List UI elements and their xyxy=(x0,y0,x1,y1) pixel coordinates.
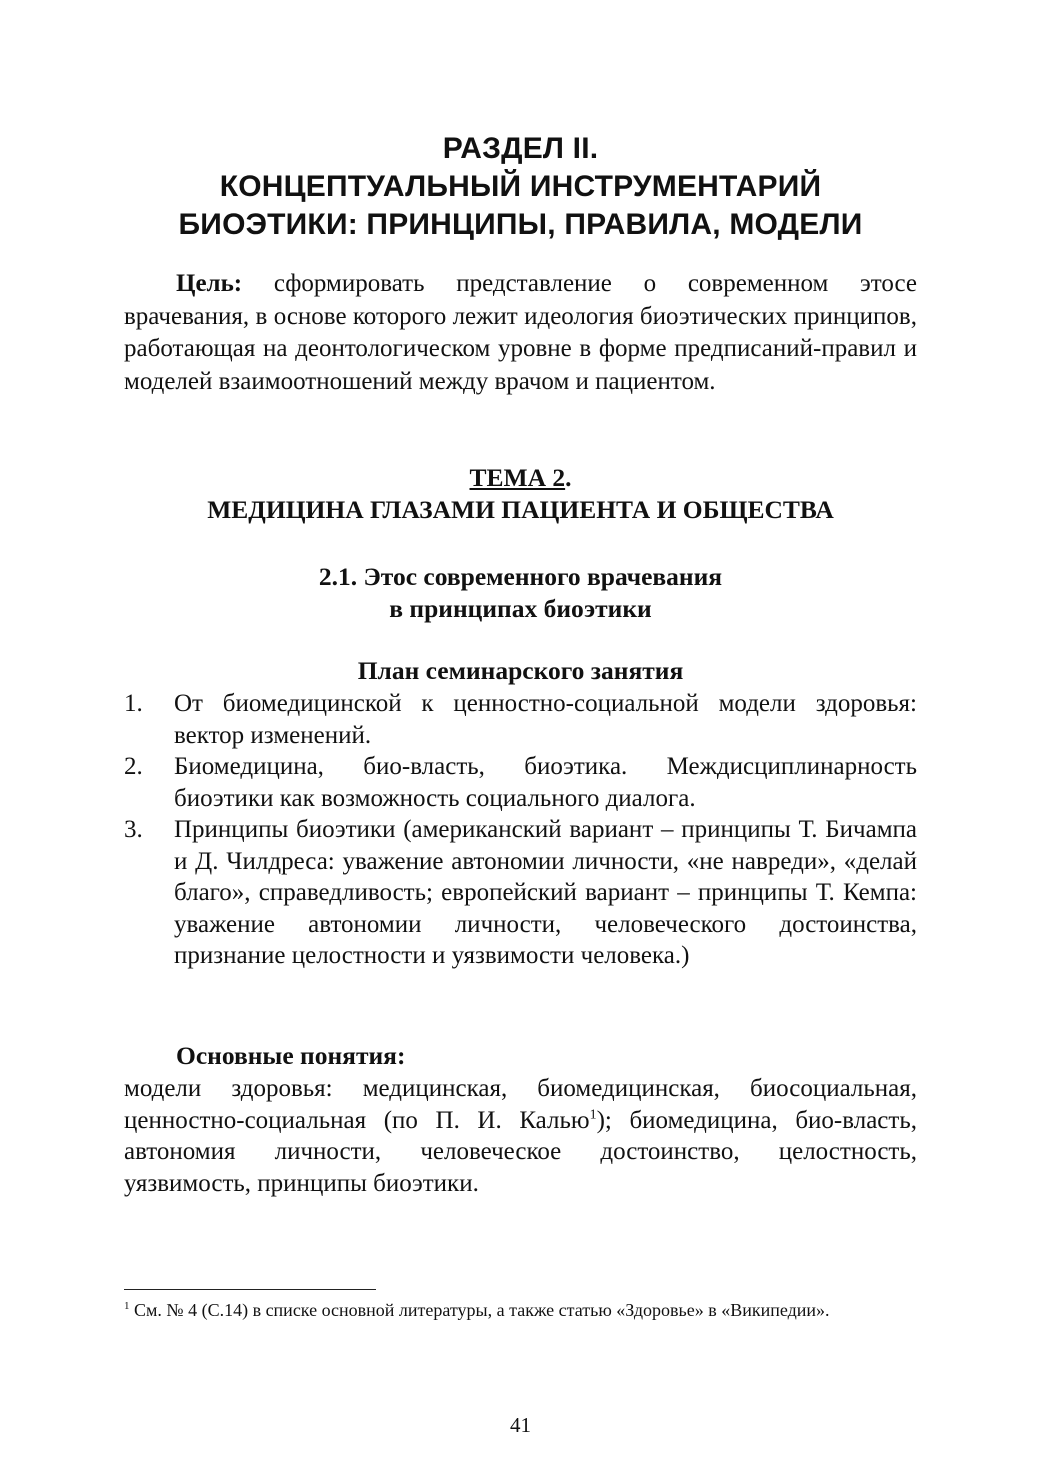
plan-item-text: От биомедицинской к ценностно-социальной модели здоровья: вектор изменений. xyxy=(174,690,917,749)
topic-dot: . xyxy=(565,463,572,492)
concepts-paragraph xyxy=(124,1073,917,1199)
topic-title: МЕДИЦИНА ГЛАЗАМИ ПАЦИЕНТА И ОБЩЕСТВА xyxy=(207,495,834,524)
footnote-text: См. № 4 (С.14) в списке основной литературы, а также статью «Здоровье» в «Википедии». xyxy=(129,1300,830,1320)
plan-item xyxy=(124,688,917,751)
topic-heading xyxy=(124,462,917,526)
goal-text: сформировать представление о современном этосе врачевания, в основе которого лежит идеология биоэтических принципов, работающая на деонтологическом уровне в форме предписаний-правил и моделей взаимоотношений между врачом и пациентом. xyxy=(124,270,917,395)
page-number: 41 xyxy=(510,1413,531,1437)
section-title-line-3: БИОЭТИКИ: ПРИНЦИПЫ, ПРАВИЛА, МОДЕЛИ xyxy=(178,208,863,241)
book-page xyxy=(124,0,917,1473)
plan-item-text: Принципы биоэтики (американский вариант – принципы Т. Бичампа и Д. Чилдреса: уважение автономии личности, «не навреди», «делай благо», справедливость; европейский вариант – принципы Т. Кемпа: уважение автономии личности, человеческого достоинства, признание целостности и уязвимости человека.) xyxy=(174,816,917,969)
plan-item-number: 1. xyxy=(124,690,143,717)
goal-paragraph xyxy=(124,268,917,398)
plan-item-text: Биомедицина, био-власть, биоэтика. Междисциплинарность биоэтики как возможность социального диалога. xyxy=(174,753,917,812)
footnote-divider xyxy=(124,1289,376,1290)
section-title-line-1: РАЗДЕЛ II. xyxy=(442,132,599,165)
topic-label-line xyxy=(124,462,917,494)
plan-item-number: 2. xyxy=(124,753,143,780)
footnote xyxy=(124,1298,917,1322)
footnote-reference[interactable]: 1 xyxy=(589,1107,597,1123)
plan-title: План семинарского занятия xyxy=(357,656,684,685)
subsection-line-1: 2.1. Этос современного врачевания xyxy=(318,562,723,591)
seminar-plan-list xyxy=(124,688,917,972)
plan-item xyxy=(124,751,917,814)
plan-item-number: 3. xyxy=(124,816,143,843)
topic-label: ТЕМА 2 xyxy=(469,463,566,492)
concepts-text-before: модели здоровья: медицинская, биомедицинская, биосоциальная, ценностно-социальная (по П. И. Калью xyxy=(124,1075,917,1134)
section-title-line-2: КОНЦЕПТУАЛЬНЫЙ ИНСТРУМЕНТАРИЙ xyxy=(219,170,822,203)
footnote-mark: 1 xyxy=(124,1300,130,1312)
plan-item xyxy=(124,814,917,972)
concepts-text-after: ); биомедицина, био-власть, автономия личности, человеческое достоинство, целостность, уязвимость, принципы биоэтики. xyxy=(124,1106,917,1197)
concepts-title: Основные понятия: xyxy=(176,1041,406,1070)
section-title xyxy=(124,130,917,244)
subsection-heading xyxy=(124,561,917,625)
subsection-line-2: в принципах биоэтики xyxy=(389,594,652,623)
goal-label: Цель: xyxy=(176,270,243,297)
